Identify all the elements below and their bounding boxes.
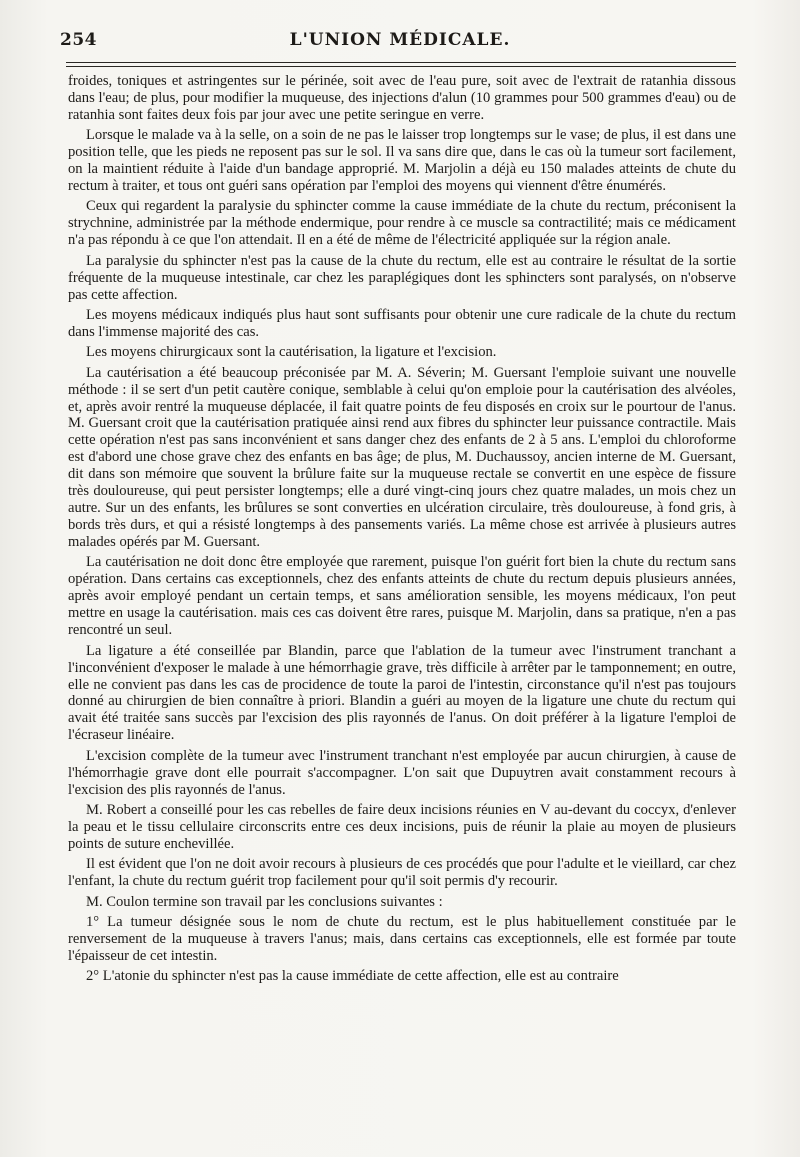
page-header (60, 30, 740, 54)
paragraph: M. Robert a conseillé pour les cas rebelles de faire deux incisions réunies en V au-devant du coccyx, d'enlever la peau et le tissu cellulaire circonscrits entre ces deux incisions, puis de réunir la plaie au moyen de plusieurs points de suture enchevillée. (68, 801, 736, 852)
page-number: 254 (60, 30, 97, 50)
paragraph: Ceux qui regardent la paralysie du sphincter comme la cause immédiate de la chute du rectum, préconisent la strychnine, administrée par la méthode endermique, pour rendre à ce muscle sa contractilité; mais ce médicament n'a pas répondu à ce que l'on attendait. Il en a été de même de l'électricité appliquée sur la région anale. (68, 198, 736, 249)
running-title: L'UNION MÉDICALE. (289, 30, 511, 50)
article-body (68, 73, 736, 985)
paragraph: Lorsque le malade va à la selle, on a soin de ne pas le laisser trop longtemps sur le vase; de plus, il est dans une position telle, que les pieds ne reposent pas sur le sol. Il va sans dire que, dans le cas où la tumeur sort facilement, on la maintient réduite à l'aide d'un bandage approprié. M. Marjolin a déjà eu 150 malades atteints de chute du rectum à traiter, et tous ont guéri sans opération par l'emploi des moyens qui viennent d'être énumérés. (68, 127, 736, 195)
paragraph: La paralysie du sphincter n'est pas la cause de la chute du rectum, elle est au contraire le résultat de la sortie fréquente de la muqueuse intestinale, car chez les paraplégiques dont les sphincters sont paralysés, on n'observe pas cette affection. (68, 252, 736, 303)
conclusion-item: 1° La tumeur désignée sous le nom de chute du rectum, est le plus habituellement constituée par le renversement de la muqueuse à travers l'anus; mais, dans certains cas exceptionnels, elle est formée par toute l'épaisseur de cet intestin. (68, 913, 736, 964)
paragraph: M. Coulon termine son travail par les conclusions suivantes : (86, 893, 443, 910)
paragraph: Les moyens médicaux indiqués plus haut sont suffisants pour obtenir une cure radicale de la chute du rectum dans l'immense majorité des cas. (68, 306, 736, 340)
paragraph: La cautérisation ne doit donc être employée que rarement, puisque l'on guérit fort bien la chute du rectum sans opération. Dans certains cas exceptionnels, chez des enfants atteints de chute du rectum depuis plusieurs années, après avoir employé pendant un certain temps, et sans amélioration sensible, les moyens médicaux, l'on peut mettre en usage la cautérisation. mais ces cas doivent être rares, puisque M. Marjolin, dans sa pratique, n'en a pas rencontré un seul. (68, 554, 736, 639)
paragraph: Il est évident que l'on ne doit avoir recours à plusieurs de ces procédés que pour l'adulte et le vieillard, car chez l'enfant, la chute du rectum guérit trop facilement pour qu'il soit permis d'y recourir. (68, 856, 736, 890)
paragraph: L'excision complète de la tumeur avec l'instrument tranchant n'est employée par aucun chirurgien, à cause de l'hémorrhagie grave dont elle pourrait s'accompagner. L'on sait que Dupuytren avait constamment recours à l'excision des plis rayonnés de l'anus. (68, 747, 736, 798)
paragraph: La ligature a été conseillée par Blandin, parce que l'ablation de la tumeur avec l'instrument tranchant a l'inconvénient d'exposer le malade à une hémorrhagie grave, très difficile à arrêter par le tamponnement; en outre, elle ne convient pas dans les cas de procidence de toute la paroi de l'intestin, circonstance qu'il n'est pas toujours donné au chirurgien de bien connaître à priori. Blandin a guéri au moyen de la ligature une chute du rectum qui avait été traitée sans succès par l'excision des plis rayonnés de l'anus. On doit préférer à la ligature l'emploi de l'écraseur linéaire. (68, 642, 736, 744)
conclusion-item: 2° L'atonie du sphincter n'est pas la cause immédiate de cette affection, elle est au contraire (86, 968, 619, 985)
paragraph: Les moyens chirurgicaux sont la cautérisation, la ligature et l'excision. (86, 344, 497, 361)
header-rule-thin (66, 66, 736, 67)
paragraph: froides, toniques et astringentes sur le périnée, soit avec de l'eau pure, soit avec de l'extrait de ratanhia dissous dans l'eau; de plus, pour modifier la muqueuse, des injections d'alun (10 grammes pour 500 grammes d'eau) ou de ratanhia sont faites deux fois par jour avec une petite seringue en verre. (68, 73, 736, 123)
header-rule (66, 62, 736, 63)
paragraph: La cautérisation a été beaucoup préconisée par M. A. Séverin; M. Guersant l'emploie suivant une nouvelle méthode : il se sert d'un petit cautère conique, semblable à celui qu'on emploie pour la cautérisation des alvéoles, et, après avoir rentré la muqueuse déplacée, il fait quatre points de feu disposés en croix sur le pourtour de l'anus. M. Guersant croit que la cautérisation pratiquée ainsi rend aux fibres du sphincter leur puissance contractile. Mais cette opération n'est pas sans inconvénient et sans danger chez des enfants de 2 à 5 ans. L'emploi du chloroforme est d'abord une chose grave chez des enfants en bas âge; de plus, M. Duchaussoy, ancien interne de M. Guersant, dit dans son mémoire que souvent la brûlure faite sur la muqueuse rectale se convertit en une espèce de fissure très douloureuse, qui peut persister longtemps; elle a duré vingt-cinq jours chez quatre malades, un mois chez un autre. Sur un des enfants, les brûlures se sont converties en ulcération circulaire, très douloureuse, à fond gris, à bords très durs, et qui a résisté longtemps à des pansements variés. La même chose est arrivée à plusieurs autres malades opérés par M. Guersant. (68, 364, 736, 551)
